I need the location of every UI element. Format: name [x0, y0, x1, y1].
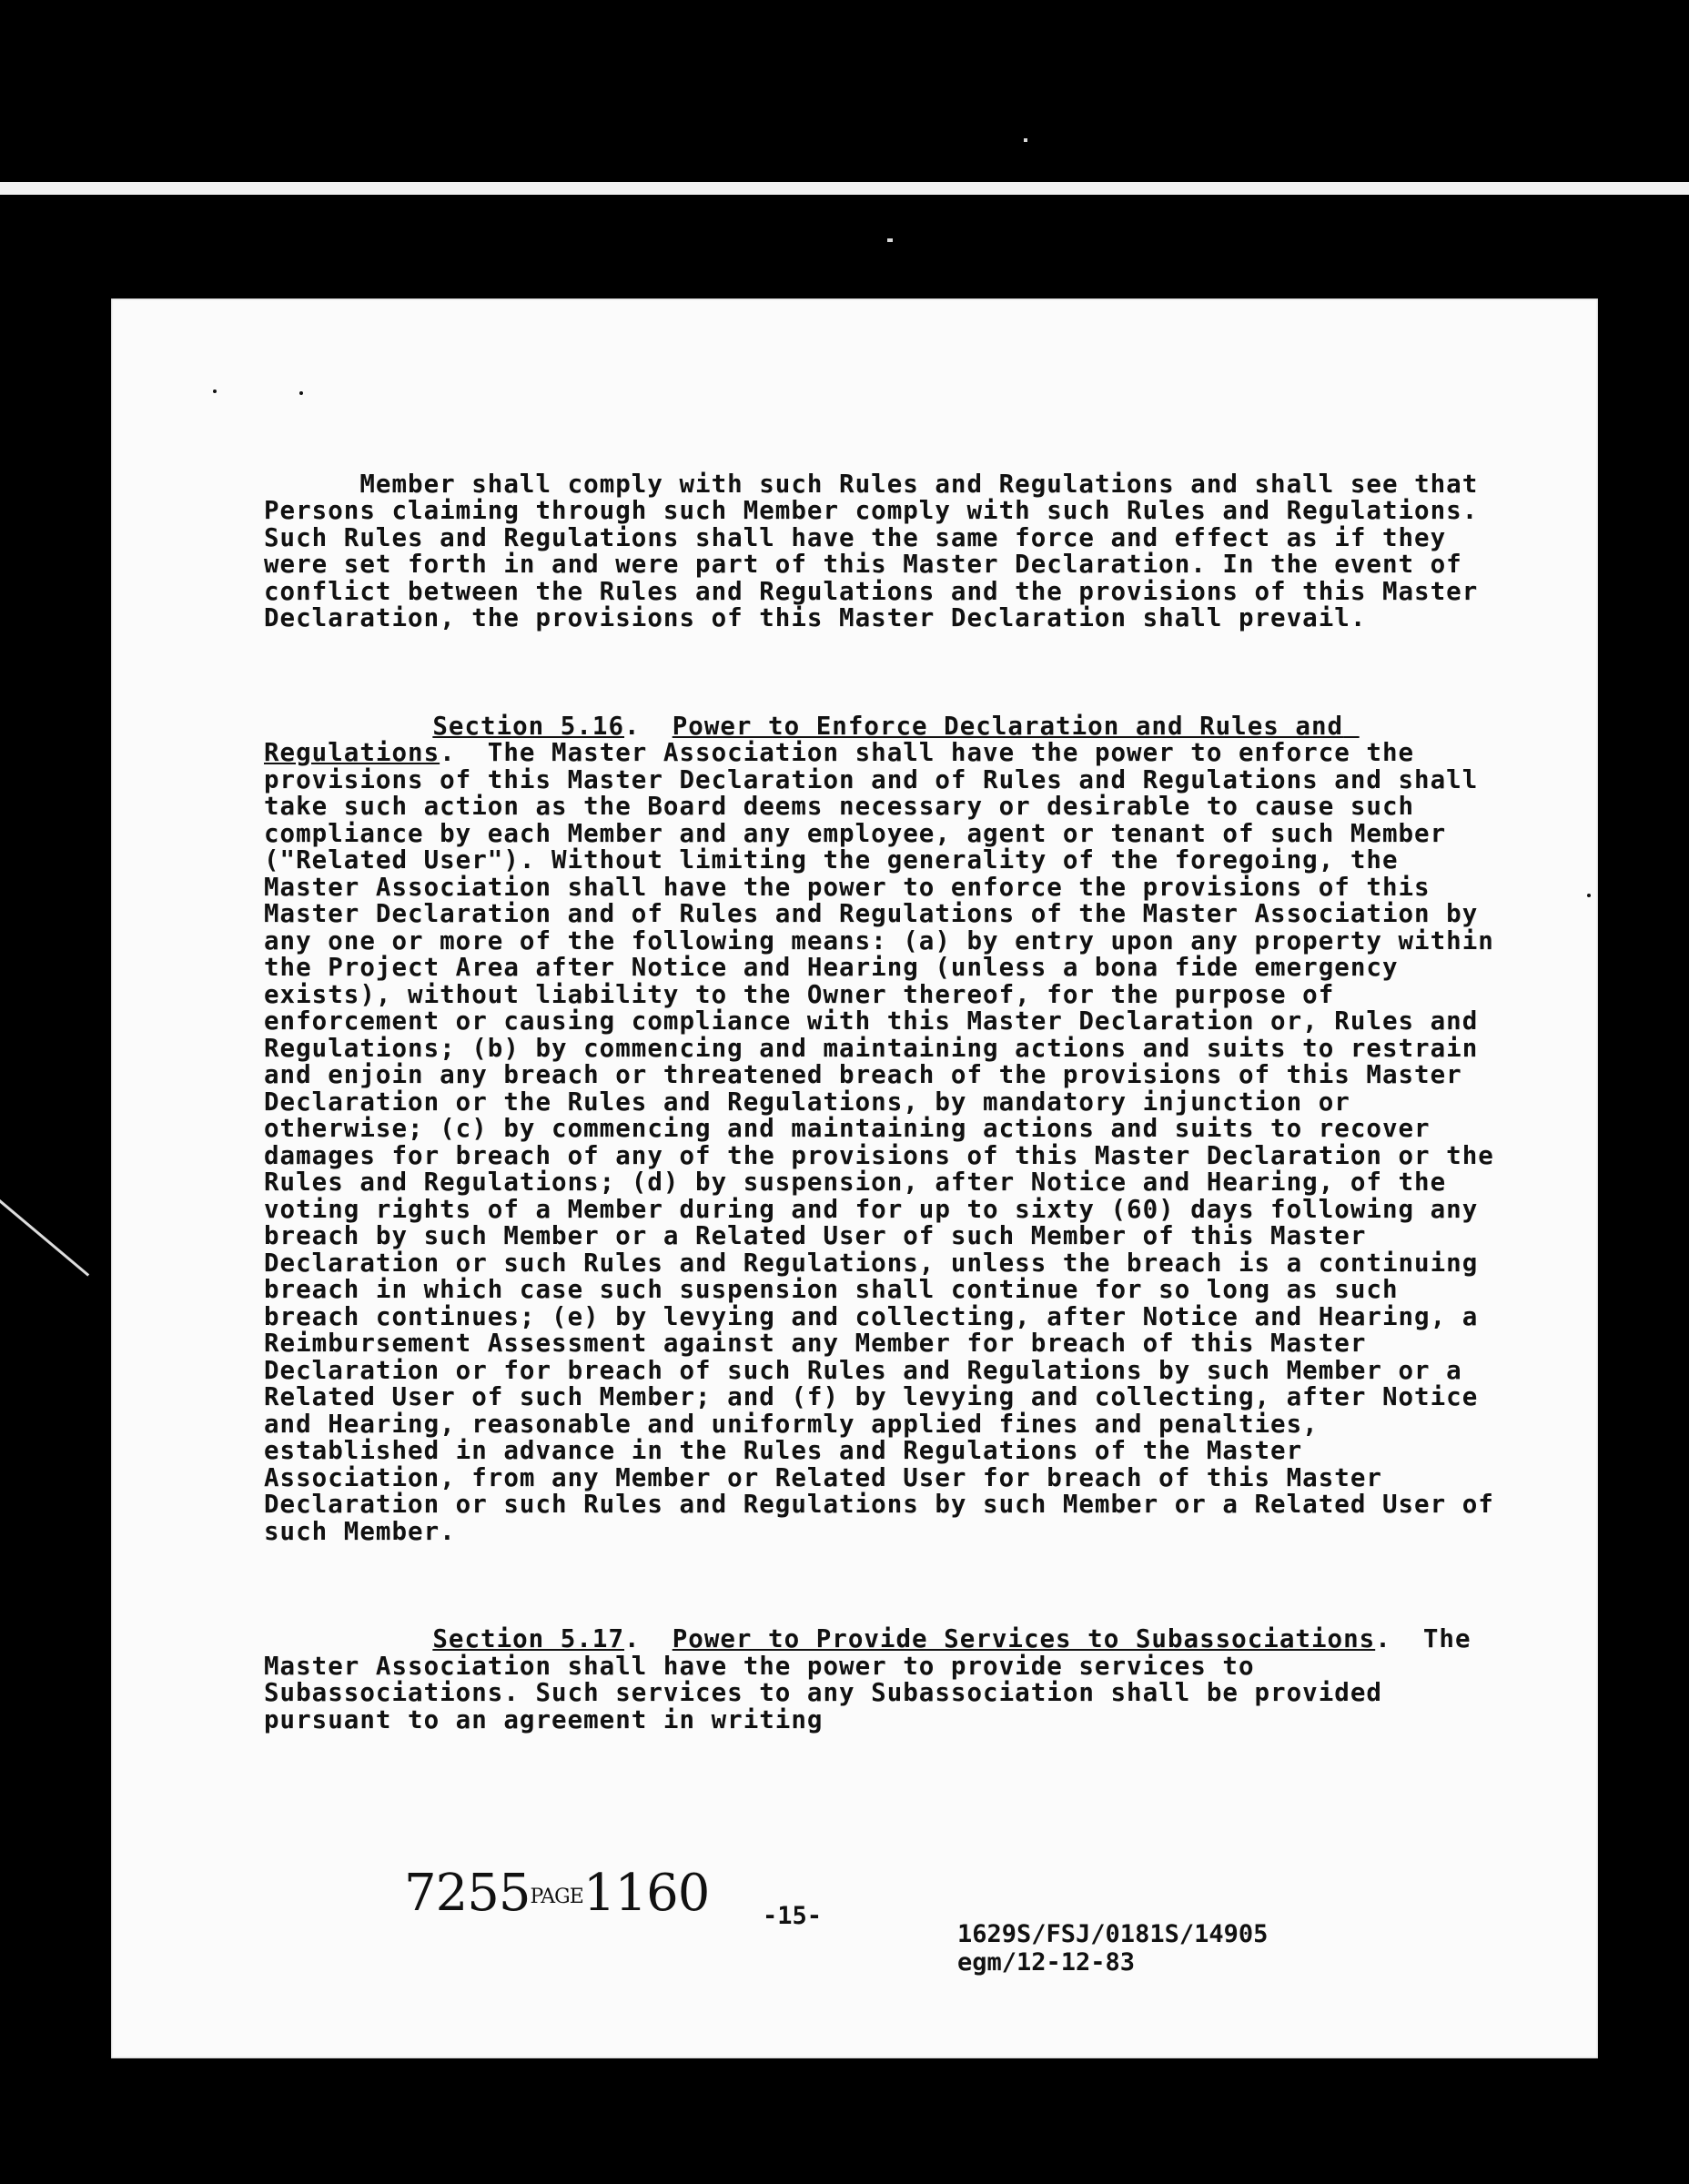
section-heading: Power to Enforce Declaration and Rules and Regulations	[264, 711, 1360, 767]
book-number: 7255	[404, 1864, 531, 1923]
scan-border-line	[0, 182, 1689, 195]
section-body: The Master Association shall have the power to enforce the provisions of this Master Declaration and of Rules and Regulations and shall take such action as the Board deems necessary or desirable to cause such compliance by each Member and any employee, agent or tenant of such Member ("Related User"). Without limiting the generality of the foregoing, the Master Association shall have the power to enforce the provisions of this Master Declaration and of Rules and Regulations of the Master Association by any one or more of the following means: (a) by entry upon any property within the Project Area after Notice and Hearing (unless a bona fide emergency exists), without liability to the Owner thereof, for the purpose of enforcement or causing compliance with this Master Declaration or, Rules and Regulations; (b) by commencing and maintaining actions and suits to restrain and enjoin any breach or threatened breach of the provisions of this Master Declaration or the Rules and Regulations, by mandatory injunction or otherwise; (c) by commencing and maintaining actions and suits to recover damages for breach of any of the provisions of this Master Declaration or the Rules and Regulations; (d) by suspension, after Notice and Hearing, of the voting rights of a Member during and for up to sixty (60) days following any breach by such Member or a Related User of such Member of this Master Declaration or such Rules and Regulations, unless the breach is a continuing breach in which case such suspension shall continue for so long as such breach continues; (e) by levying and collecting, after Notice and Hearing, a Reimbursement Assessment against any Member for breach of this Master Declaration or for breach of such Rules and Regulations by such Member or a Related User of such Member; and (f) by levying and collecting, after Notice and Hearing, reasonable and uniformly applied fines and penalties, established in advance in the Rules and Regulations of the Master Association, from any Member or Related User for breach of this Master Declaration or such Rules and Regulations by such Member or a Related User of such Member.	[264, 738, 1511, 1546]
section-5-17: Section 5.17. Power to Provide Services to Subassociations. The Master Association shall have the power to provide services to Subassociations. Such services to any Subassociation shall be provided pursuant to an agreement in writing	[264, 1624, 1488, 1734]
scan-speck	[1587, 894, 1591, 897]
document-page	[111, 298, 1598, 2058]
book-page-stamp	[404, 1864, 709, 1923]
scan-artifact	[0, 1192, 89, 1276]
section-5-16: Section 5.16. Power to Enforce Declaration and Rules and Regulations. The Master Association shall have the power to enforce the provisions of this Master Declaration and of Rules and Regulations and shall take such action as the Board deems necessary or desirable to cause such compliance by each Member and any employee, agent or tenant of such Member ("Related User"). Without limiting the generality of the foregoing, the Master Association shall have the power to enforce the provisions of this Master Declaration and of Rules and Regulations of the Master Association by any one or more of the following means: (a) by entry upon any property within the Project Area after Notice and Hearing (unless a bona fide emergency exists), without liability to the Owner thereof, for the purpose of enforcement or causing compliance with this Master Declaration or, Rules and Regulations; (b) by commencing and maintaining actions and suits to restrain and enjoin any breach or threatened breach of the provisions of this Master Declaration or the Rules and Regulations, by mandatory injunction or otherwise; (c) by commencing and maintaining actions and suits to recover damages for breach of any of the provisions of this Master Declaration or the Rules and Regulations; (d) by suspension, after Notice and Hearing, of the voting rights of a Member during and for up to sixty (60) days following any breach by such Member or a Related User of such Member of this Master Declaration or such Rules and Regulations, unless the breach is a continuing breach in which case such suspension shall continue for so long as such breach continues; (e) by levying and collecting, after Notice and Hearing, a Reimbursement Assessment against any Member for breach of this Master Declaration or for breach of such Rules and Regulations by such Member or a Related User of such Member; and (f) by levying and collecting, after Notice and Hearing, reasonable and uniformly applied fines and penalties, established in advance in the Rules and Regulations of the Master Association, from any Member or Related User for breach of this Master Declaration or such Rules and Regulations by such Member or a Related User of such Member.	[264, 711, 1511, 1546]
section-body: The Master Association shall have the power to provide services to Subassociations. Such services to any Subassociation shall be provided pursuant to an agreement in writing	[264, 1624, 1488, 1734]
scan-artifact	[887, 238, 893, 242]
document-body	[264, 444, 1511, 1788]
doc-ref-line-1: 1629S/FSJ/0181S/14905	[957, 1920, 1269, 1948]
section-number: Section 5.17	[432, 1624, 625, 1653]
paragraph-intro	[264, 444, 1502, 659]
document-reference	[957, 1920, 1268, 1977]
scan-artifact	[1024, 138, 1027, 142]
scan-speck	[299, 391, 303, 395]
doc-ref-line-2: egm/12-12-83	[957, 1948, 1136, 1977]
section-number: Section 5.16	[432, 711, 625, 741]
page-number: -15-	[763, 1902, 823, 1930]
book-page-ref: 1160	[582, 1864, 710, 1923]
scan-speck	[213, 389, 217, 393]
paragraph-text: Member shall comply with such Rules and Regulations and shall see that Persons claiming through such Member comply with such Rules and Regulations. Such Rules and Regulations shall have the same force and effect as if they were set forth in and were part of this Master Declaration. In the event of conflict between the Rules and Regulations and the provisions of this Master Declaration, the provisions of this Master Declaration shall prevail.	[264, 469, 1494, 632]
book-page-label: PAGE	[530, 1886, 583, 1908]
section-heading: Power to Provide Services to Subassociations	[672, 1624, 1376, 1653]
